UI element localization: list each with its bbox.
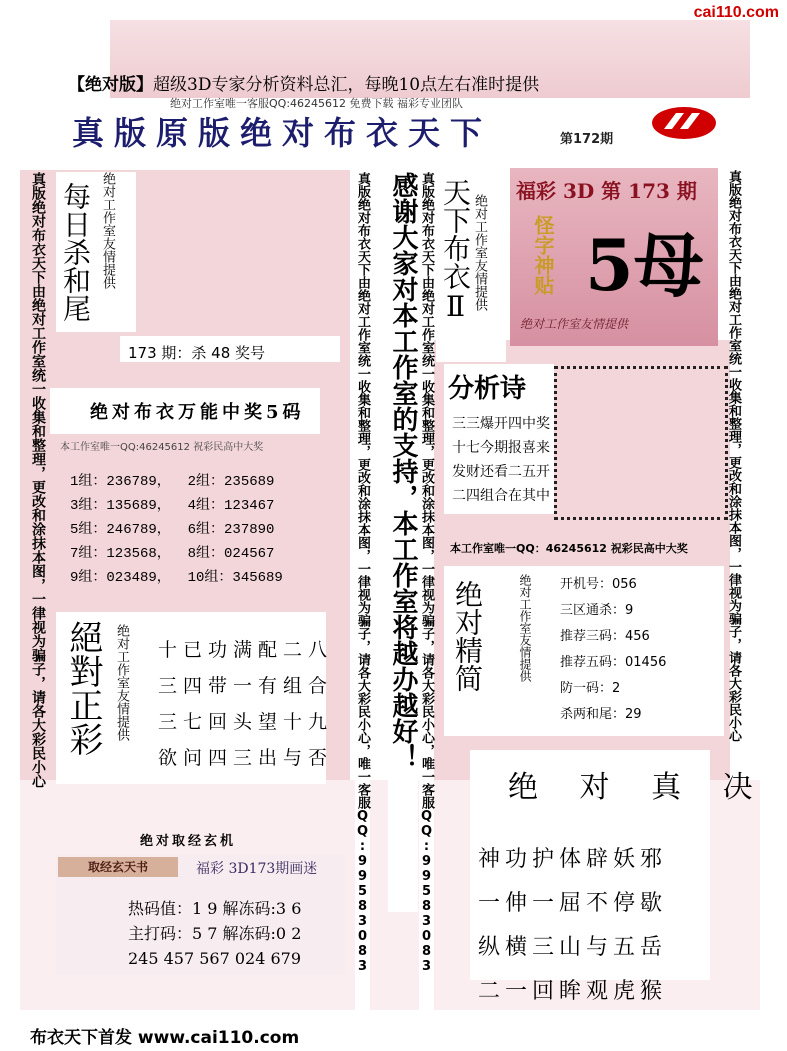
dotted-frame <box>554 366 728 520</box>
page-title: 真版原版绝对布衣天下 <box>72 114 493 152</box>
zheng-poem <box>158 632 333 776</box>
poem-line: 三七回头望十九 <box>158 711 334 733</box>
only-qq-line: 本工作室唯一QQ：46245612 祝彩民高中大奖 <box>450 542 688 555</box>
issue-badge: 第172期 <box>560 132 614 147</box>
fucai-hand-written: 5母 <box>585 224 704 307</box>
fucai-title: 福彩 3D 第 173 期 <box>516 179 697 203</box>
zheng-title: 絕對正彩 <box>63 620 103 756</box>
vertical-disclaimer-right: 真版绝对布衣天下由绝对工作室统一收集和整理，更改和涂抹本图，一律视为骗子，请各大彩民小心 <box>726 170 741 742</box>
vertical-disclaimer-mid-1: 真版绝对布衣天下由绝对工作室统一收集和整理，更改和涂抹本图，一律视为骗子，请各大彩民小心，唯一客服QQ:99583083 <box>355 172 370 1012</box>
analysis-line: 三三爆开四中奖 <box>452 416 550 432</box>
group-row: 5组：246789， 6组：237890 <box>70 522 275 538</box>
zheng-subtitle: 绝对工作室友情提供 <box>114 624 129 741</box>
footer-text[interactable]: 布衣天下首发 www.cai110.com <box>30 1028 300 1048</box>
analysis-lines <box>452 412 550 508</box>
analysis-line: 十七今期报喜来 <box>452 440 550 456</box>
zhenjue-title: 绝 对 真 决 <box>508 770 769 805</box>
group-row: 1组：236789， 2组：235689 <box>70 474 275 490</box>
group-row: 7组：123568， 8组：024567 <box>70 546 275 562</box>
edition-label: 【绝对版】 <box>68 75 153 95</box>
qujing-issue: 福彩 3D173期画迷 <box>196 861 318 877</box>
tianxia-title: 天下布衣Ⅱ <box>439 178 472 323</box>
group-row: 3组：135689， 4组：123467 <box>70 498 275 514</box>
zhenjue-line: 一伸一屈不停歇 <box>478 891 668 916</box>
analysis-title: 分析诗 <box>448 374 527 404</box>
wn5-note: 本工作室唯一QQ:46245612 祝彩民高中大奖 <box>60 442 264 453</box>
prediction-line: 三区通杀：9 <box>560 603 634 618</box>
prediction-line: 推荐三码：456 <box>560 629 650 644</box>
poem-line: 三四带一有组合 <box>158 675 334 697</box>
lottery-logo-icon <box>650 105 718 141</box>
fucai-gold-text: 怪字神贴 <box>531 215 555 295</box>
daily-title: 每日杀和尾 <box>59 182 92 322</box>
qujing-line: 245 457 567 024 679 <box>128 949 302 968</box>
site-url[interactable]: cai110.com <box>693 4 779 21</box>
prediction-line: 防一码：2 <box>560 681 621 696</box>
tianxia-subtitle: 绝对工作室友情提供 <box>472 194 487 311</box>
tagline-text: 超级3D专家分析资料总汇，每晚10点左右准时提供 <box>153 75 540 95</box>
zhenjue-line: 神功护体辟妖邪 <box>478 847 668 872</box>
zhenjue-lines <box>478 838 667 1014</box>
daily-subtitle: 绝对工作室友情提供 <box>100 172 115 289</box>
vertical-disclaimer-mid-2: 真版绝对布衣天下由绝对工作室统一收集和整理，更改和涂抹本图，一律视为骗子，请各大彩民小心，唯一客服QQ:99583083 <box>419 172 434 1012</box>
header-subline: 绝对工作室唯一客服QQ:46245612 免费下载 福彩专业团队 <box>170 97 464 110</box>
analysis-line: 二四组合在其中 <box>452 488 550 504</box>
poem-line: 欲问四三出与否 <box>158 747 334 769</box>
qujing-line: 热码值：1 9 解冻码:3 6 <box>128 899 302 918</box>
wn5-groups <box>70 470 283 590</box>
qujing-line: 主打码：5 7 解冻码:0 2 <box>128 924 302 943</box>
qujing-banner: 取经玄天书 <box>58 857 178 877</box>
thanks-message: 感谢大家对本工作室的支持，本工作室将越办越好！ <box>388 172 418 912</box>
daily-kill-line: 173 期：杀 48 奖号 <box>128 344 266 362</box>
qujing-lines <box>128 896 301 971</box>
prediction-line: 杀两和尾：29 <box>560 707 642 722</box>
prediction-line: 推荐五码：01456 <box>560 655 667 670</box>
poem-line: 十已功满配二八 <box>158 639 334 661</box>
qujing-title: 绝对取经玄机 <box>140 834 237 849</box>
zhenjue-line: 二一回眸观虎猴 <box>478 979 668 1004</box>
prediction-line: 开机号：056 <box>560 577 637 592</box>
wn5-title: 绝对布衣万能中奖5码 <box>90 402 305 423</box>
header-tagline <box>68 70 539 95</box>
fucai-footer: 绝对工作室友情提供 <box>520 317 629 331</box>
vertical-disclaimer-left: 真版绝对布衣天下由绝对工作室统一收集和整理，更改和涂抹本图，一律视为骗子，请各大彩民小心 <box>30 172 46 788</box>
zhenjue-line: 纵横三山与五岳 <box>478 935 668 960</box>
jingjian-subtitle: 绝对工作室友情提供 <box>518 574 532 682</box>
jingjian-title: 绝对精简 <box>451 580 484 692</box>
analysis-line: 发财还看二五开 <box>452 464 550 480</box>
group-row: 9组：023489， 10组：345689 <box>70 570 283 586</box>
jingjian-predictions <box>560 572 666 728</box>
